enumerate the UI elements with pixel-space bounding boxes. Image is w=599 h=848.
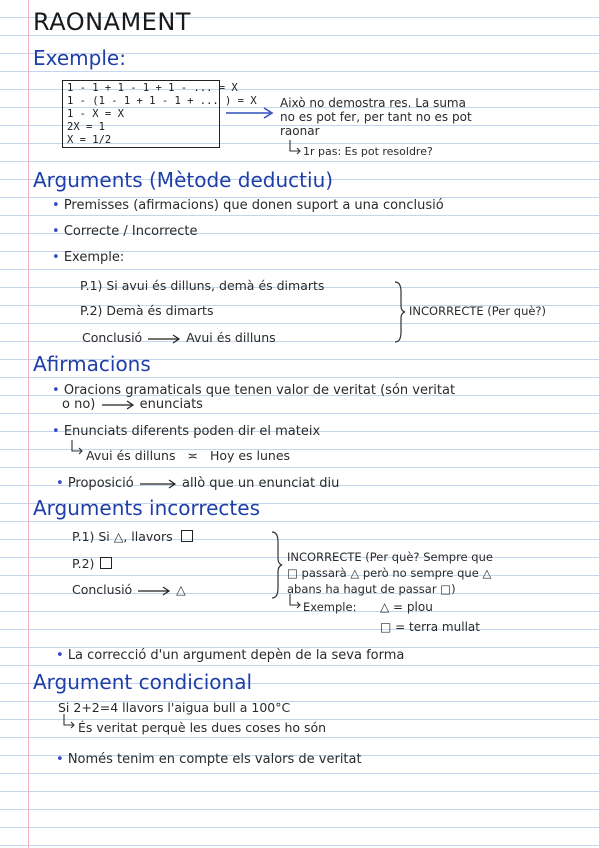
math-line: 1 - 1 + 1 - 1 + 1 - ... = X xyxy=(67,82,238,94)
arrow-right-icon xyxy=(226,106,276,120)
math-box xyxy=(62,80,257,148)
list-item-continued xyxy=(62,397,203,412)
bullet-icon: • xyxy=(52,383,64,398)
verdict-line: abans ha hagut de passar □) xyxy=(287,582,456,596)
premise-text: P.1) Si △, llavors xyxy=(72,529,173,544)
sub-arrow-icon xyxy=(288,594,302,610)
note-sub: 1r pas: Es pot resoldre? xyxy=(303,145,433,158)
arrow-right-icon xyxy=(138,479,178,489)
verdict-line: INCORRECTE (Per què? Sempre que xyxy=(287,550,493,564)
list-item-text: Premisses (afirmacions) que donen suport a una conclusió xyxy=(63,198,444,213)
heading-incorrectes: Arguments incorrectes xyxy=(33,496,260,520)
conclusion-label: Conclusió xyxy=(72,582,133,597)
verdict: INCORRECTE (Per què?) xyxy=(409,304,547,318)
sub-arrow-icon xyxy=(62,714,76,730)
list-item xyxy=(52,198,444,213)
heading-arguments: Arguments (Mètode deductiu) xyxy=(33,168,334,192)
premise-1 xyxy=(72,529,193,544)
page-title: RAONAMENT xyxy=(33,8,191,36)
bullet-icon: • xyxy=(52,198,64,213)
heading-exemple: Exemple: xyxy=(33,46,126,70)
note-line: raonar xyxy=(280,124,320,138)
bullet-icon: • xyxy=(52,250,64,265)
equivalence-left: Avui és dilluns xyxy=(86,448,176,463)
list-item xyxy=(52,224,198,239)
brace-icon xyxy=(270,530,284,600)
list-item-text: Exemple: xyxy=(63,250,125,265)
bullet-icon: • xyxy=(52,224,64,239)
math-line: 2X = 1 xyxy=(67,121,105,133)
list-item xyxy=(52,383,455,398)
heading-afirmacions: Afirmacions xyxy=(33,352,151,376)
list-item-text: enunciats xyxy=(139,397,203,412)
arrow-right-icon xyxy=(136,586,172,596)
sub-arrow-icon xyxy=(288,140,302,156)
arrow-right-icon xyxy=(100,400,136,410)
equivalence-right: Hoy es lunes xyxy=(209,448,291,463)
premise-text: P.2) xyxy=(72,556,95,571)
conclusion xyxy=(82,330,276,345)
heading-condicional: Argument condicional xyxy=(33,670,253,694)
list-item xyxy=(56,752,362,767)
brace-icon xyxy=(393,280,407,344)
bullet-icon: • xyxy=(56,476,68,491)
bullet-icon: • xyxy=(52,424,64,439)
list-item-text: La correcció d'un argument depèn de la seva forma xyxy=(67,648,405,663)
premise-2: P.2) Demà és dimarts xyxy=(80,303,214,318)
list-item-text: o no) xyxy=(62,397,96,412)
list-item-text: Proposició xyxy=(67,476,134,491)
square-icon xyxy=(181,530,193,542)
list-item-text: Oracions gramaticals que tenen valor de veritat (són veritat xyxy=(63,383,456,398)
note-line: Això no demostra res. La suma xyxy=(280,96,466,110)
math-line: 1 - X = X xyxy=(67,108,124,120)
equivalence-symbol: ≍ xyxy=(187,448,198,463)
example-line: △ = plou xyxy=(380,600,433,614)
verdict-line: □ passarà △ però no sempre que △ xyxy=(287,566,492,580)
list-item-text: Correcte / Incorrecte xyxy=(63,224,198,239)
premise-2 xyxy=(72,556,112,571)
condicional-sub: És veritat perquè les dues coses ho són xyxy=(78,720,327,735)
conclusion-value: Avui és dilluns xyxy=(186,330,276,345)
list-item-text: Enunciats diferents poden dir el mateix xyxy=(63,424,321,439)
list-item xyxy=(52,250,124,265)
conclusion-label: Conclusió xyxy=(82,330,143,345)
conclusion xyxy=(72,582,186,597)
arrow-right-icon xyxy=(146,334,182,344)
bullet-icon: • xyxy=(56,752,68,767)
condicional-line: Si 2+2=4 llavors l'aigua bull a 100°C xyxy=(58,700,291,715)
list-item-text: Només tenim en compte els valors de veritat xyxy=(67,752,362,767)
example-line: □ = terra mullat xyxy=(380,620,480,634)
list-item-text: allò que un enunciat diu xyxy=(182,476,340,491)
list-item xyxy=(56,476,339,491)
example-label: Exemple: xyxy=(303,600,357,614)
square-icon xyxy=(100,557,112,569)
bullet-icon: • xyxy=(56,648,68,663)
math-line: 1 - (1 - 1 + 1 - 1 + ... ) = X xyxy=(67,95,257,107)
note-line: no es pot fer, per tant no es pot xyxy=(280,110,472,124)
math-line: X = 1/2 xyxy=(67,134,112,146)
conclusion-value: △ xyxy=(176,582,186,597)
premise-1: P.1) Si avui és dilluns, demà és dimarts xyxy=(80,278,325,293)
list-item xyxy=(56,648,404,663)
example-equivalence xyxy=(86,448,290,463)
sub-arrow-icon xyxy=(70,440,84,456)
list-item xyxy=(52,424,320,439)
